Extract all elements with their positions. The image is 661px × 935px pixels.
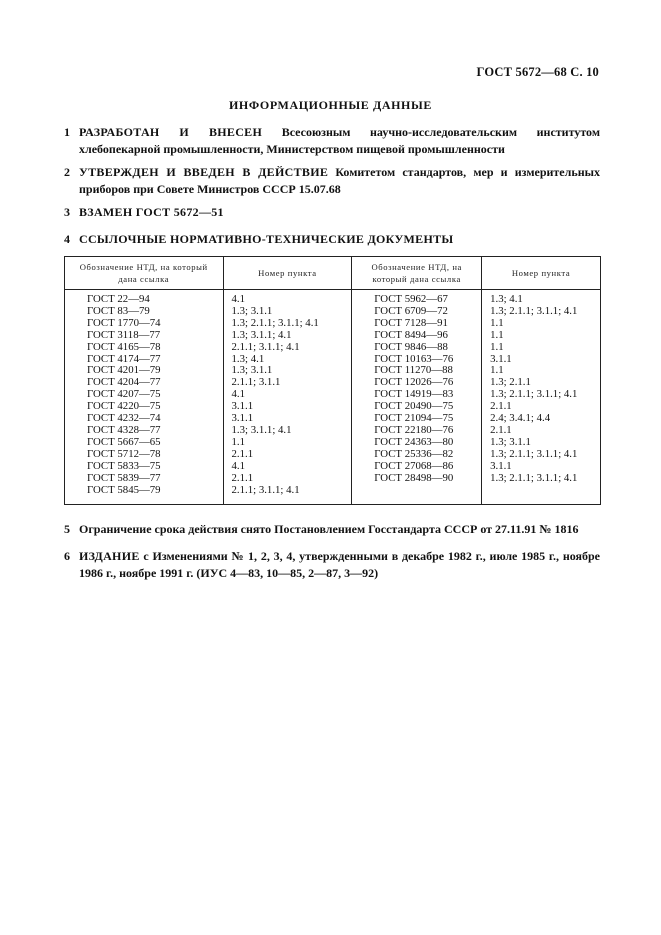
- ntd-reference: ГОСТ 22180—76: [374, 423, 454, 436]
- clause-number: 1.3; 2.1.1; 3.1.1; 4.1: [490, 388, 578, 401]
- item-number: 3: [64, 205, 70, 219]
- ntd-reference: ГОСТ 83—79: [87, 304, 150, 317]
- ntd-reference: ГОСТ 5962—67: [374, 293, 448, 305]
- clause-number: 1.3; 3.1.1; 4.1: [231, 423, 292, 436]
- clause-number: 3.1.1: [231, 412, 254, 425]
- info-item-2: [64, 164, 600, 197]
- references-table: [64, 256, 601, 505]
- clause-number: 1.1: [490, 364, 504, 377]
- ntd-reference: ГОСТ 22—94: [87, 293, 150, 305]
- item-lead: ИЗДАНИЕ: [79, 549, 140, 563]
- ntd-reference: ГОСТ 21094—75: [374, 412, 454, 425]
- ntd-reference: ГОСТ 24363—80: [374, 435, 454, 448]
- header-clause-right: Номер пункта: [482, 257, 601, 290]
- clause-number: 1.1: [490, 328, 504, 341]
- item-lead: УТВЕРЖДЕН И ВВЕДЕН В ДЕЙСТВИЕ: [79, 165, 329, 179]
- clause-number: 2.1.1: [490, 400, 512, 413]
- left-clause-column: [223, 290, 352, 505]
- ntd-reference: ГОСТ 4207—75: [87, 388, 161, 401]
- clause-number: 3.1.1: [490, 459, 512, 472]
- info-item-3: [64, 204, 600, 221]
- clause-number: 1.3; 2.1.1; 3.1.1; 4.1: [490, 471, 578, 484]
- ntd-reference: ГОСТ 6709—72: [374, 304, 448, 317]
- ntd-reference: ГОСТ 4165—78: [87, 340, 161, 353]
- ntd-reference: ГОСТ 4220—75: [87, 400, 161, 413]
- item-number: 5: [64, 522, 70, 536]
- ntd-reference: ГОСТ 27068—86: [374, 459, 454, 472]
- ntd-reference: ГОСТ 5845—79: [87, 483, 161, 496]
- section-title: ИНФОРМАЦИОННЫЕ ДАННЫЕ: [229, 98, 432, 112]
- clause-number: 1.3; 3.1.1: [231, 364, 273, 377]
- clause-number: 1.3; 2.1.1; 3.1.1; 4.1: [490, 304, 578, 317]
- header-clause-left: Номер пункта: [223, 257, 352, 290]
- item-lead: ВЗАМЕН ГОСТ 5672—51: [79, 205, 224, 219]
- ntd-reference: ГОСТ 20490—75: [374, 400, 454, 413]
- ntd-reference: ГОСТ 10163—76: [374, 352, 454, 365]
- clause-number: 1.3; 2.1.1; 3.1.1; 4.1: [231, 316, 319, 329]
- item-number: 4: [64, 232, 70, 246]
- header-ntd-right: Обозначение НТД, на который дана ссылка: [352, 257, 482, 290]
- item-text: Всесоюзным научно-исследовательским институтом хлебопекарной промышленности, Министерством пищевой промышленности: [79, 125, 600, 156]
- clause-number: 1.3; 3.1.1: [231, 304, 273, 317]
- item-number: 1: [64, 125, 70, 139]
- clause-number: 2.1.1: [231, 471, 254, 484]
- clause-number: 2.1.1; 3.1.1: [231, 376, 281, 389]
- page-header: ГОСТ 5672—68 С. 10: [476, 65, 599, 79]
- ntd-reference: ГОСТ 9846—88: [374, 340, 448, 353]
- clause-number: 2.1.1: [490, 423, 512, 436]
- item-text: Комитетом стандартов, мер и измерительных приборов при Совете Министров СССР 15.07.68: [79, 165, 600, 196]
- ntd-reference: ГОСТ 8494—96: [374, 328, 448, 341]
- item-lead: РАЗРАБОТАН И ВНЕСЕН: [79, 125, 263, 139]
- clause-number: 1.1: [490, 340, 504, 353]
- ntd-reference: ГОСТ 12026—76: [374, 376, 454, 389]
- clause-number: 4.1: [231, 459, 246, 472]
- clause-number: 3.1.1: [231, 400, 254, 413]
- item-text: с Изменениями № 1, 2, 3, 4, утвержденными в декабре 1982 г., июле 1985 г., ноябре 1986 г., ноябре 1991 г. (ИУС 4—83, 10—85, 2—87, 3—92): [79, 549, 600, 580]
- clause-number: 3.1.1: [490, 352, 512, 365]
- item-number: 6: [64, 549, 70, 563]
- item-lead: ССЫЛОЧНЫЕ НОРМАТИВНО-ТЕХНИЧЕСКИЕ ДОКУМЕНТЫ: [79, 232, 454, 246]
- item-number: 2: [64, 165, 70, 179]
- ntd-reference: ГОСТ 4232—74: [87, 412, 161, 425]
- info-item-6: [64, 548, 600, 581]
- clause-number: 2.1.1; 3.1.1; 4.1: [231, 340, 300, 353]
- clause-number: 1.3; 2.1.1: [490, 376, 531, 389]
- item-text: Ограничение срока действия снято Постановлением Госстандарта СССР от 27.11.91 № 1816: [79, 522, 579, 536]
- clause-number: 1.3; 3.1.1: [490, 435, 531, 448]
- ntd-reference: ГОСТ 4174—77: [87, 352, 161, 365]
- info-item-1: [64, 124, 600, 157]
- ntd-reference: ГОСТ 4328—77: [87, 423, 161, 436]
- clause-number: 1.3; 3.1.1; 4.1: [231, 328, 292, 341]
- ntd-reference: ГОСТ 4204—77: [87, 376, 161, 389]
- ntd-reference: ГОСТ 5712—78: [87, 447, 161, 460]
- clause-number: 2.1.1: [231, 447, 254, 460]
- clause-number: 1.3; 4.1: [231, 352, 265, 365]
- right-clause-column: [482, 290, 601, 505]
- ntd-reference: ГОСТ 5833—75: [87, 459, 161, 472]
- left-doc-column: [65, 290, 224, 505]
- clause-number: 4.1: [231, 293, 246, 305]
- clause-number: 1.1: [231, 435, 246, 448]
- clause-number: 2.4; 3.4.1; 4.4: [490, 412, 551, 425]
- ntd-reference: ГОСТ 7128—91: [374, 316, 448, 329]
- ntd-reference: ГОСТ 14919—83: [374, 388, 454, 401]
- clause-number: 2.1.1; 3.1.1; 4.1: [231, 483, 300, 496]
- clause-number: 4.1: [231, 388, 246, 401]
- ntd-reference: ГОСТ 28498—90: [374, 471, 454, 484]
- info-item-4: [64, 231, 600, 248]
- clause-number: 1.1: [490, 316, 504, 329]
- header-ntd-left: Обозначение НТД, на который дана ссылка: [65, 257, 224, 290]
- ntd-reference: ГОСТ 1770—74: [87, 316, 161, 329]
- ntd-reference: ГОСТ 3118—77: [87, 328, 161, 341]
- right-doc-column: [352, 290, 482, 505]
- ntd-reference: ГОСТ 11270—88: [374, 364, 453, 377]
- ntd-reference: ГОСТ 4201—79: [87, 364, 161, 377]
- info-item-5: [64, 521, 600, 538]
- clause-number: 1.3; 4.1: [490, 293, 523, 305]
- ntd-reference: ГОСТ 5667—65: [87, 435, 161, 448]
- table-header-row: [65, 257, 601, 290]
- table-body-row: [65, 290, 601, 505]
- ntd-reference: ГОСТ 25336—82: [374, 447, 454, 460]
- clause-number: 1.3; 2.1.1; 3.1.1; 4.1: [490, 447, 578, 460]
- ntd-reference: ГОСТ 5839—77: [87, 471, 161, 484]
